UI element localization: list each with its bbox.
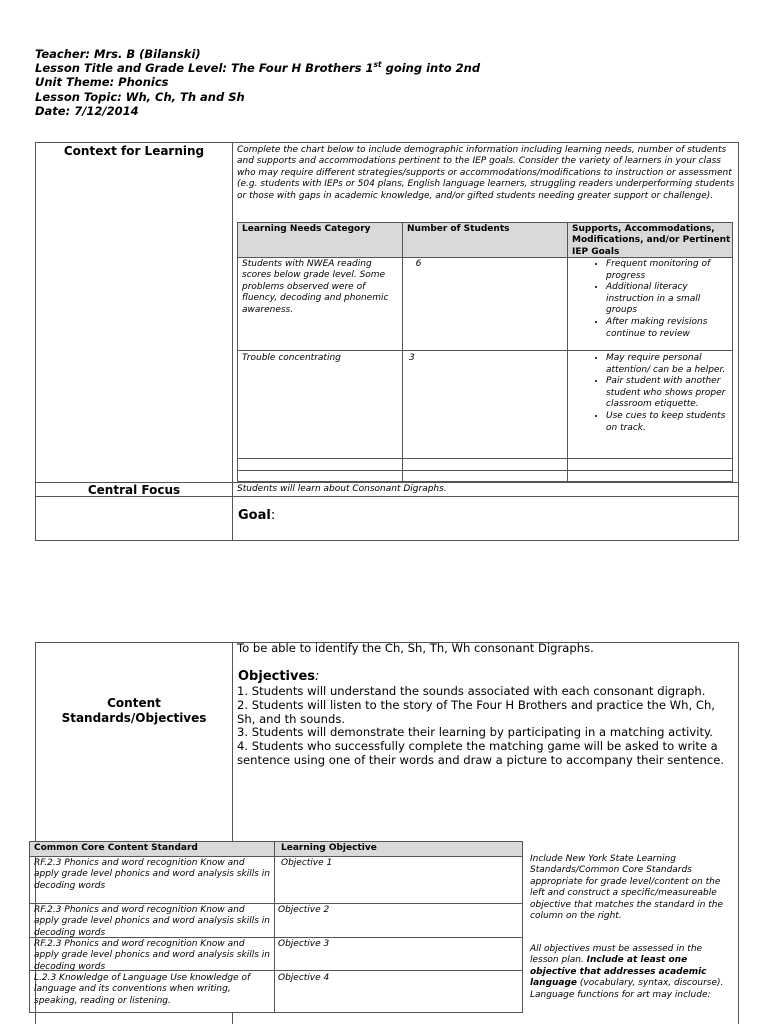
cc-row3-objective: Objective 3 — [278, 939, 330, 949]
cc-header-objective: Learning Objective — [281, 843, 377, 853]
ln-h2 — [237, 350, 733, 351]
row1-count-value: 6 — [415, 259, 422, 269]
t1-top-border — [35, 142, 739, 143]
standards-note-2 — [530, 944, 730, 1001]
content-standards-label: Content Standards/Objectives — [61, 696, 207, 725]
row1-count — [407, 259, 562, 270]
note2-bold: Include at least one objective that addresses academic language — [530, 955, 707, 989]
cc-row2-standard: RF.2.3 Phonics and word recognition Know and apply grade level phonics and word analysis skills in decoding words — [34, 905, 270, 938]
lesson-title-line — [35, 61, 480, 75]
central-focus-label: Central Focus — [87, 483, 181, 497]
standards-goal-text: To be able to identify the Ch, Sh, Th, Wh consonant Digraphs. — [237, 641, 594, 655]
date-line: Date: 7/12/2014 — [35, 103, 139, 118]
lesson-header — [35, 47, 480, 118]
objective-item: 1. Students will understand the sounds associated with each consonant digraph. — [237, 684, 706, 698]
ln-v1 — [402, 222, 403, 482]
cc-h5 — [29, 1012, 523, 1013]
objectives-label — [238, 669, 319, 684]
standards-note-1: Include New York State Learning Standards/Common Core Standards appropriate for grade level/content on the left and construct a specific/measureable objective that matches the standard in the column on the right. — [530, 854, 724, 922]
row2-support-item: • Pair student with another student who shows proper classroom etiquette. — [606, 376, 730, 411]
objective-item: 3. Students will demonstrate their learning by participating in a matching activity. — [237, 725, 713, 740]
central-focus-text: Students will learn about Consonant Digraphs. — [237, 484, 447, 494]
row1-support-item: • Additional literacy instruction in a small groups — [606, 282, 730, 317]
cc-v2 — [522, 841, 523, 1013]
cc-row1-objective: Objective 1 — [281, 858, 333, 868]
row2-support-item: • May require personal attention/ can be a helper. — [606, 353, 730, 376]
ln-h5 — [237, 481, 733, 482]
ln-v3 — [732, 222, 733, 482]
objectives-label-text: Objectives — [238, 669, 316, 684]
t2-col-divider-bottom — [232, 1012, 233, 1024]
lesson-title-sup: st — [373, 60, 382, 70]
cc-row3-standard: RF.2.3 Phonics and word recognition Know and apply grade level phonics and word analysis skills in decoding words — [34, 939, 270, 972]
objectives-colon: : — [315, 669, 320, 684]
cc-row1-standard: RF.2.3 Phonics and word recognition Know and apply grade level phonics and word analysis skills in decoding words — [34, 858, 270, 891]
context-label: Context for Learning — [63, 144, 205, 158]
cc-row4-objective: Objective 4 — [278, 973, 330, 983]
lesson-title-text: Lesson Title and Grade Level: The Four H Brothers 1 — [35, 61, 374, 76]
objectives-list — [237, 685, 735, 768]
lesson-topic-line: Lesson Topic: Wh, Ch, Th and Sh — [35, 89, 245, 104]
row1-category: Students with NWEA reading scores below grade level. Some problems observed were of fluency, decoding and phonemic awareness. — [242, 259, 389, 315]
header-supports: Supports, Accommodations, Modifications, and/or Pertinent IEP Goals — [572, 224, 731, 257]
t2-right-border — [738, 642, 739, 1024]
row2-count: 3 — [409, 353, 415, 363]
note2-pre: All objectives must be assessed in the lesson plan. — [530, 944, 703, 966]
header-learning-needs: Learning Needs Category — [242, 224, 371, 234]
goal-colon: : — [270, 508, 276, 523]
cc-top — [29, 841, 523, 842]
t2-col-divider — [232, 642, 233, 842]
note2-post: (vocabulary, syntax, discourse). Language functions for art may include: — [530, 978, 724, 1000]
t1-bottom-border — [35, 540, 739, 541]
ln-h3 — [237, 458, 733, 459]
teacher-line: Teacher: Mrs. B (Bilanski) — [35, 47, 201, 61]
row2-supports — [568, 353, 730, 434]
cc-row4-standard: L.2.3 Knowledge of Language Use knowledge of language and its conventions when writing, speaking, reading or listening. — [34, 973, 251, 1006]
cc-v1 — [274, 841, 275, 1013]
cc-header-standard: Common Core Content Standard — [34, 843, 198, 853]
ln-v0 — [237, 222, 238, 482]
row1-support-item: • After making revisions continue to review — [606, 317, 730, 340]
goal-label-text: Goal — [238, 508, 271, 523]
lesson-title-grade: going into 2nd — [381, 61, 481, 76]
ln-h4 — [237, 470, 733, 471]
cc-h2 — [29, 903, 523, 904]
row2-support-item: • Use cues to keep students on track. — [606, 411, 730, 434]
row2-category: Trouble concentrating — [242, 353, 341, 363]
unit-theme-line: Unit Theme: Phonics — [35, 75, 169, 90]
cc-v0 — [29, 841, 30, 1013]
context-instructions: Complete the chart below to include demographic information including learning needs, number of students and supports and accommodations pertinent to the IEP goals. Consider the variety of learners in your class who may require different strategies/supports or accommodations/modifications to instruction or assessment (e.g. students with IEPs or 504 plans, English language learners, struggling readers underperforming students or those with gaps in academic knowledge, and/or gifted students needing greater support or challenge). — [237, 145, 735, 201]
row1-supports — [568, 259, 730, 340]
ln-top — [237, 222, 733, 223]
cc-row2-objective: Objective 2 — [278, 905, 330, 915]
goal-label — [238, 508, 275, 523]
row1-support-item: • Frequent monitoring of progress — [606, 259, 730, 282]
objective-item: 2. Students will listen to the story of The Four H Brothers and practice the Wh, Ch, Sh, and th sounds. — [237, 697, 715, 726]
header-number-students: Number of Students — [407, 224, 510, 234]
cc-h1 — [29, 856, 523, 857]
objective-item: 4. Students who successfully complete the matching game will be asked to write a sentence using one of their words and draw a picture to accompany their sentence. — [237, 739, 725, 767]
